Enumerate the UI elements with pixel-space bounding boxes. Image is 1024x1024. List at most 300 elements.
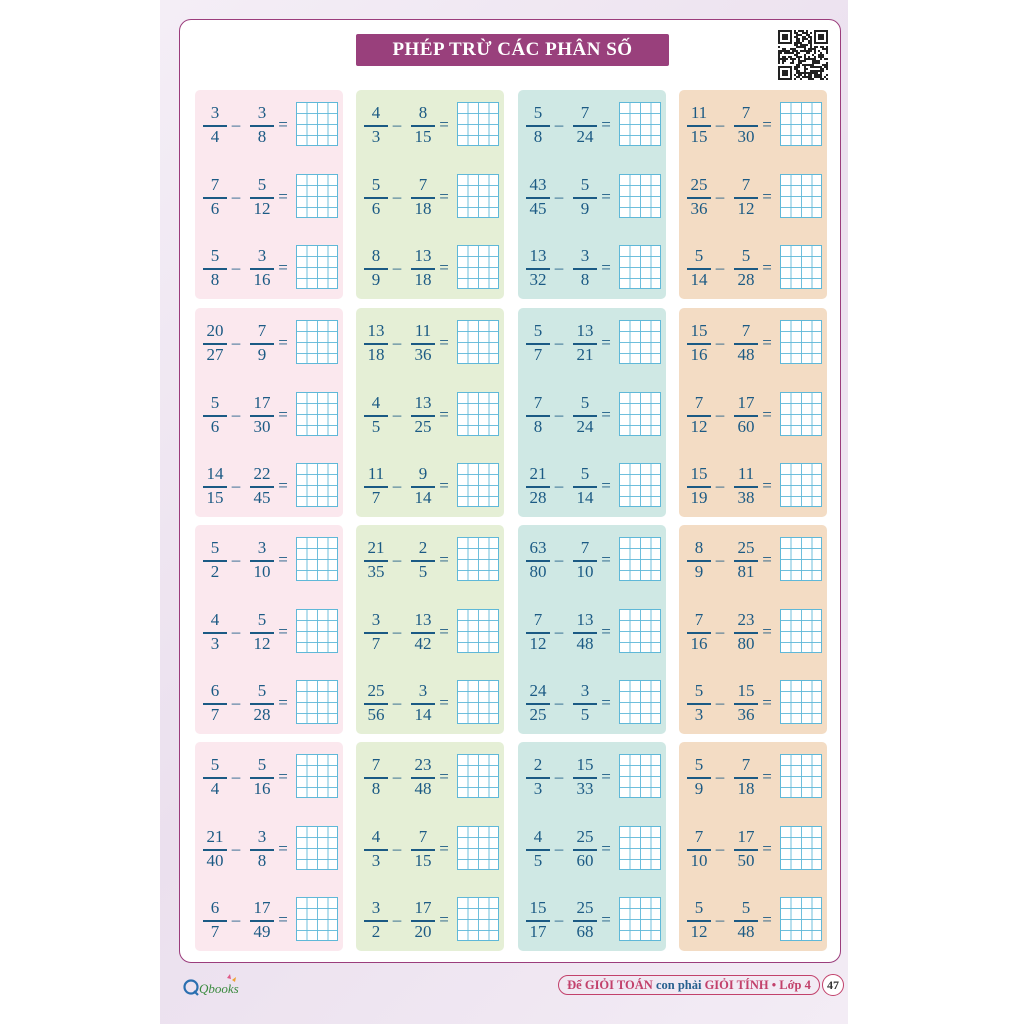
fraction	[572, 890, 598, 950]
numerator: 4	[210, 610, 220, 629]
fraction	[525, 747, 551, 807]
subtraction-problem	[360, 95, 502, 155]
subtraction-problem	[522, 238, 664, 298]
denominator: 60	[576, 851, 594, 870]
numerator: 24	[529, 681, 547, 700]
equals-sign: =	[439, 550, 449, 569]
denominator: 14	[576, 488, 594, 507]
answer-grid[interactable]	[780, 392, 822, 436]
numerator: 7	[210, 175, 220, 194]
answer-grid[interactable]	[296, 463, 338, 507]
subtraction-problem	[360, 530, 502, 590]
numerator: 6	[210, 681, 220, 700]
denominator: 3	[694, 705, 704, 724]
numerator: 15	[529, 898, 547, 917]
minus-sign: –	[715, 839, 725, 858]
fraction	[249, 167, 275, 227]
numerator: 13	[576, 610, 594, 629]
numerator: 3	[371, 610, 381, 629]
answer-grid[interactable]	[457, 680, 499, 724]
answer-grid[interactable]	[457, 320, 499, 364]
answer-grid[interactable]	[780, 463, 822, 507]
minus-sign: –	[392, 333, 402, 352]
numerator: 7	[694, 827, 704, 846]
minus-sign: –	[231, 910, 241, 929]
answer-grid[interactable]	[457, 463, 499, 507]
numerator: 5	[210, 538, 220, 557]
answer-grid[interactable]	[780, 102, 822, 146]
denominator: 8	[371, 779, 381, 798]
denominator: 3	[210, 634, 220, 653]
subtraction-problem	[683, 95, 825, 155]
denominator: 12	[690, 417, 708, 436]
numerator: 25	[576, 827, 594, 846]
subtraction-problem	[199, 602, 341, 662]
subtraction-problem	[360, 313, 502, 373]
denominator: 6	[371, 199, 381, 218]
numerator: 5	[257, 610, 267, 629]
numerator: 7	[741, 175, 751, 194]
fraction	[363, 530, 389, 590]
denominator: 20	[414, 922, 432, 941]
series-title	[558, 975, 820, 995]
subtraction-problem	[522, 456, 664, 516]
denominator: 50	[737, 851, 755, 870]
minus-sign: –	[392, 910, 402, 929]
numerator: 11	[367, 464, 385, 483]
answer-grid[interactable]	[457, 537, 499, 581]
fraction	[363, 95, 389, 155]
minus-sign: –	[231, 693, 241, 712]
minus-sign: –	[715, 258, 725, 277]
fraction	[202, 673, 228, 733]
equals-sign: =	[278, 258, 288, 277]
minus-sign: –	[231, 333, 241, 352]
answer-grid[interactable]	[780, 897, 822, 941]
answer-grid[interactable]	[457, 392, 499, 436]
fraction	[686, 313, 712, 373]
exercise-block	[518, 525, 666, 734]
fraction	[410, 95, 436, 155]
fraction	[410, 238, 436, 298]
series-part-2: con phải	[655, 977, 702, 992]
denominator: 80	[737, 634, 755, 653]
subtraction-problem	[522, 385, 664, 445]
answer-grid[interactable]	[457, 245, 499, 289]
numerator: 5	[371, 175, 381, 194]
fraction	[525, 673, 551, 733]
minus-sign: –	[392, 767, 402, 786]
numerator: 3	[257, 246, 267, 265]
numerator: 4	[371, 393, 381, 412]
numerator: 7	[257, 321, 267, 340]
fraction	[572, 313, 598, 373]
exercise-block	[195, 742, 343, 951]
equals-sign: =	[601, 767, 611, 786]
numerator: 5	[694, 898, 704, 917]
denominator: 5	[418, 562, 428, 581]
answer-grid[interactable]	[296, 392, 338, 436]
answer-grid[interactable]	[457, 897, 499, 941]
numerator: 4	[371, 827, 381, 846]
fraction	[202, 238, 228, 298]
numerator: 14	[206, 464, 224, 483]
numerator: 15	[737, 681, 755, 700]
minus-sign: –	[554, 405, 564, 424]
fraction	[525, 602, 551, 662]
numerator: 13	[414, 246, 432, 265]
exercise-block	[195, 90, 343, 299]
answer-grid[interactable]	[619, 320, 661, 364]
fraction	[202, 385, 228, 445]
minus-sign: –	[715, 622, 725, 641]
minus-sign: –	[392, 476, 402, 495]
minus-sign: –	[715, 405, 725, 424]
numerator: 13	[414, 393, 432, 412]
denominator: 3	[371, 851, 381, 870]
numerator: 5	[580, 393, 590, 412]
denominator: 9	[694, 779, 704, 798]
minus-sign: –	[554, 910, 564, 929]
subtraction-problem	[683, 673, 825, 733]
answer-grid[interactable]	[619, 537, 661, 581]
numerator: 13	[414, 610, 432, 629]
denominator: 17	[529, 922, 547, 941]
fraction	[572, 819, 598, 879]
fraction	[410, 385, 436, 445]
answer-grid[interactable]	[457, 609, 499, 653]
answer-grid[interactable]	[296, 609, 338, 653]
numerator: 8	[371, 246, 381, 265]
denominator: 16	[253, 270, 271, 289]
denominator: 12	[737, 199, 755, 218]
answer-grid[interactable]	[780, 680, 822, 724]
fraction	[686, 890, 712, 950]
numerator: 3	[257, 538, 267, 557]
answer-grid[interactable]	[296, 320, 338, 364]
answer-grid[interactable]	[619, 463, 661, 507]
equals-sign: =	[278, 767, 288, 786]
fraction	[572, 167, 598, 227]
fraction	[733, 747, 759, 807]
answer-grid[interactable]	[619, 680, 661, 724]
denominator: 36	[414, 345, 432, 364]
subtraction-problem	[683, 530, 825, 590]
exercise-block	[356, 742, 504, 951]
fraction	[410, 602, 436, 662]
numerator: 17	[253, 393, 271, 412]
fraction	[249, 456, 275, 516]
numerator: 7	[418, 175, 428, 194]
fraction	[733, 819, 759, 879]
series-part-1: Để GIỎI TOÁN	[567, 977, 653, 992]
subtraction-problem	[522, 602, 664, 662]
answer-grid[interactable]	[619, 245, 661, 289]
fraction	[572, 385, 598, 445]
equals-sign: =	[439, 476, 449, 495]
answer-grid[interactable]	[296, 754, 338, 798]
subtraction-problem	[199, 95, 341, 155]
series-separator: •	[771, 977, 777, 992]
exercise-block	[195, 308, 343, 517]
numerator: 5	[533, 321, 543, 340]
numerator: 21	[367, 538, 385, 557]
numerator: 15	[690, 464, 708, 483]
numerator: 4	[533, 827, 543, 846]
subtraction-problem	[522, 530, 664, 590]
denominator: 68	[576, 922, 594, 941]
exercise-block	[679, 742, 827, 951]
fraction	[525, 385, 551, 445]
minus-sign: –	[715, 476, 725, 495]
subtraction-problem	[683, 456, 825, 516]
numerator: 3	[210, 103, 220, 122]
answer-grid[interactable]	[780, 245, 822, 289]
fraction	[202, 456, 228, 516]
denominator: 8	[580, 270, 590, 289]
denominator: 7	[210, 922, 220, 941]
equals-sign: =	[439, 910, 449, 929]
subtraction-problem	[360, 673, 502, 733]
subtraction-problem	[360, 602, 502, 662]
fraction	[363, 313, 389, 373]
fraction	[686, 530, 712, 590]
answer-grid[interactable]	[619, 174, 661, 218]
subtraction-problem	[683, 385, 825, 445]
answer-grid[interactable]	[457, 174, 499, 218]
subtraction-problem	[199, 385, 341, 445]
fraction	[249, 819, 275, 879]
exercise-block	[356, 90, 504, 299]
subtraction-problem	[360, 747, 502, 807]
numerator: 5	[210, 246, 220, 265]
exercise-block	[679, 308, 827, 517]
fraction	[363, 890, 389, 950]
fraction	[572, 673, 598, 733]
fraction	[410, 819, 436, 879]
logo-text: Qbooks	[199, 981, 239, 996]
numerator: 5	[694, 246, 704, 265]
equals-sign: =	[278, 405, 288, 424]
minus-sign: –	[392, 115, 402, 134]
subtraction-problem	[522, 673, 664, 733]
numerator: 5	[210, 393, 220, 412]
answer-grid[interactable]	[296, 680, 338, 724]
numerator: 2	[418, 538, 428, 557]
numerator: 17	[737, 827, 755, 846]
denominator: 49	[253, 922, 271, 941]
denominator: 48	[414, 779, 432, 798]
answer-grid[interactable]	[296, 537, 338, 581]
fraction	[363, 673, 389, 733]
numerator: 7	[741, 321, 751, 340]
numerator: 11	[414, 321, 432, 340]
fraction	[363, 238, 389, 298]
numerator: 23	[414, 755, 432, 774]
answer-grid[interactable]	[619, 102, 661, 146]
denominator: 40	[206, 851, 224, 870]
numerator: 5	[257, 755, 267, 774]
minus-sign: –	[715, 333, 725, 352]
equals-sign: =	[601, 405, 611, 424]
subtraction-problem	[522, 95, 664, 155]
numerator: 25	[576, 898, 594, 917]
subtraction-problem	[199, 673, 341, 733]
denominator: 8	[533, 127, 543, 146]
subtraction-problem	[360, 167, 502, 227]
denominator: 80	[529, 562, 547, 581]
answer-grid[interactable]	[780, 754, 822, 798]
denominator: 38	[737, 488, 755, 507]
minus-sign: –	[231, 839, 241, 858]
denominator: 12	[253, 199, 271, 218]
fraction	[525, 313, 551, 373]
answer-grid[interactable]	[296, 245, 338, 289]
fraction	[525, 530, 551, 590]
equals-sign: =	[601, 622, 611, 641]
fraction	[202, 313, 228, 373]
minus-sign: –	[231, 115, 241, 134]
numerator: 8	[418, 103, 428, 122]
fraction	[572, 238, 598, 298]
denominator: 5	[533, 851, 543, 870]
subtraction-problem	[683, 313, 825, 373]
answer-grid[interactable]	[296, 897, 338, 941]
answer-grid[interactable]	[780, 537, 822, 581]
exercise-block	[356, 308, 504, 517]
minus-sign: –	[392, 187, 402, 206]
equals-sign: =	[762, 622, 772, 641]
equals-sign: =	[762, 839, 772, 858]
denominator: 24	[576, 417, 594, 436]
numerator: 3	[257, 827, 267, 846]
denominator: 45	[253, 488, 271, 507]
equals-sign: =	[601, 187, 611, 206]
minus-sign: –	[231, 405, 241, 424]
equals-sign: =	[762, 476, 772, 495]
answer-grid[interactable]	[296, 102, 338, 146]
subtraction-problem	[522, 167, 664, 227]
minus-sign: –	[554, 333, 564, 352]
denominator: 18	[737, 779, 755, 798]
denominator: 15	[690, 127, 708, 146]
exercise-block	[679, 525, 827, 734]
fraction	[249, 238, 275, 298]
answer-grid[interactable]	[619, 392, 661, 436]
denominator: 3	[371, 127, 381, 146]
minus-sign: –	[231, 476, 241, 495]
subtraction-problem	[199, 530, 341, 590]
denominator: 9	[580, 199, 590, 218]
equals-sign: =	[278, 115, 288, 134]
equals-sign: =	[278, 693, 288, 712]
minus-sign: –	[554, 693, 564, 712]
denominator: 2	[210, 562, 220, 581]
fraction	[572, 530, 598, 590]
answer-grid[interactable]	[780, 320, 822, 364]
denominator: 18	[414, 270, 432, 289]
answer-grid[interactable]	[457, 826, 499, 870]
equals-sign: =	[762, 187, 772, 206]
answer-grid[interactable]	[619, 897, 661, 941]
fraction	[363, 602, 389, 662]
answer-grid[interactable]	[619, 609, 661, 653]
denominator: 7	[371, 488, 381, 507]
fraction	[525, 819, 551, 879]
denominator: 35	[367, 562, 385, 581]
answer-grid[interactable]	[296, 826, 338, 870]
numerator: 21	[206, 827, 224, 846]
fraction	[249, 530, 275, 590]
subtraction-problem	[199, 747, 341, 807]
fraction	[572, 95, 598, 155]
grade-label: Lớp 4	[779, 977, 811, 992]
equals-sign: =	[762, 333, 772, 352]
numerator: 7	[418, 827, 428, 846]
fraction	[733, 238, 759, 298]
denominator: 6	[210, 417, 220, 436]
answer-grid[interactable]	[296, 174, 338, 218]
minus-sign: –	[554, 258, 564, 277]
minus-sign: –	[554, 187, 564, 206]
denominator: 12	[253, 634, 271, 653]
fraction	[733, 385, 759, 445]
denominator: 81	[737, 562, 755, 581]
fraction	[410, 167, 436, 227]
fraction	[733, 456, 759, 516]
numerator: 7	[371, 755, 381, 774]
numerator: 7	[533, 610, 543, 629]
numerator: 25	[690, 175, 708, 194]
fraction	[202, 747, 228, 807]
equals-sign: =	[762, 405, 772, 424]
numerator: 11	[690, 103, 708, 122]
subtraction-problem	[683, 167, 825, 227]
fraction	[363, 167, 389, 227]
denominator: 33	[576, 779, 594, 798]
minus-sign: –	[554, 622, 564, 641]
equals-sign: =	[439, 405, 449, 424]
equals-sign: =	[762, 693, 772, 712]
equals-sign: =	[439, 767, 449, 786]
denominator: 10	[576, 562, 594, 581]
denominator: 8	[257, 127, 267, 146]
answer-grid[interactable]	[457, 754, 499, 798]
subtraction-problem	[360, 238, 502, 298]
answer-grid[interactable]	[457, 102, 499, 146]
denominator: 4	[210, 779, 220, 798]
numerator: 15	[576, 755, 594, 774]
equals-sign: =	[601, 550, 611, 569]
fraction	[686, 456, 712, 516]
subtraction-problem	[360, 456, 502, 516]
answer-grid[interactable]	[619, 826, 661, 870]
numerator: 3	[257, 103, 267, 122]
fraction	[686, 238, 712, 298]
numerator: 25	[367, 681, 385, 700]
fraction	[686, 602, 712, 662]
answer-grid[interactable]	[780, 174, 822, 218]
denominator: 15	[414, 127, 432, 146]
answer-grid[interactable]	[619, 754, 661, 798]
subtraction-problem	[522, 313, 664, 373]
series-part-3: GIỎI TÍNH	[704, 977, 769, 992]
answer-grid[interactable]	[780, 826, 822, 870]
answer-grid[interactable]	[780, 609, 822, 653]
numerator: 13	[576, 321, 594, 340]
denominator: 21	[576, 345, 594, 364]
fraction	[525, 456, 551, 516]
